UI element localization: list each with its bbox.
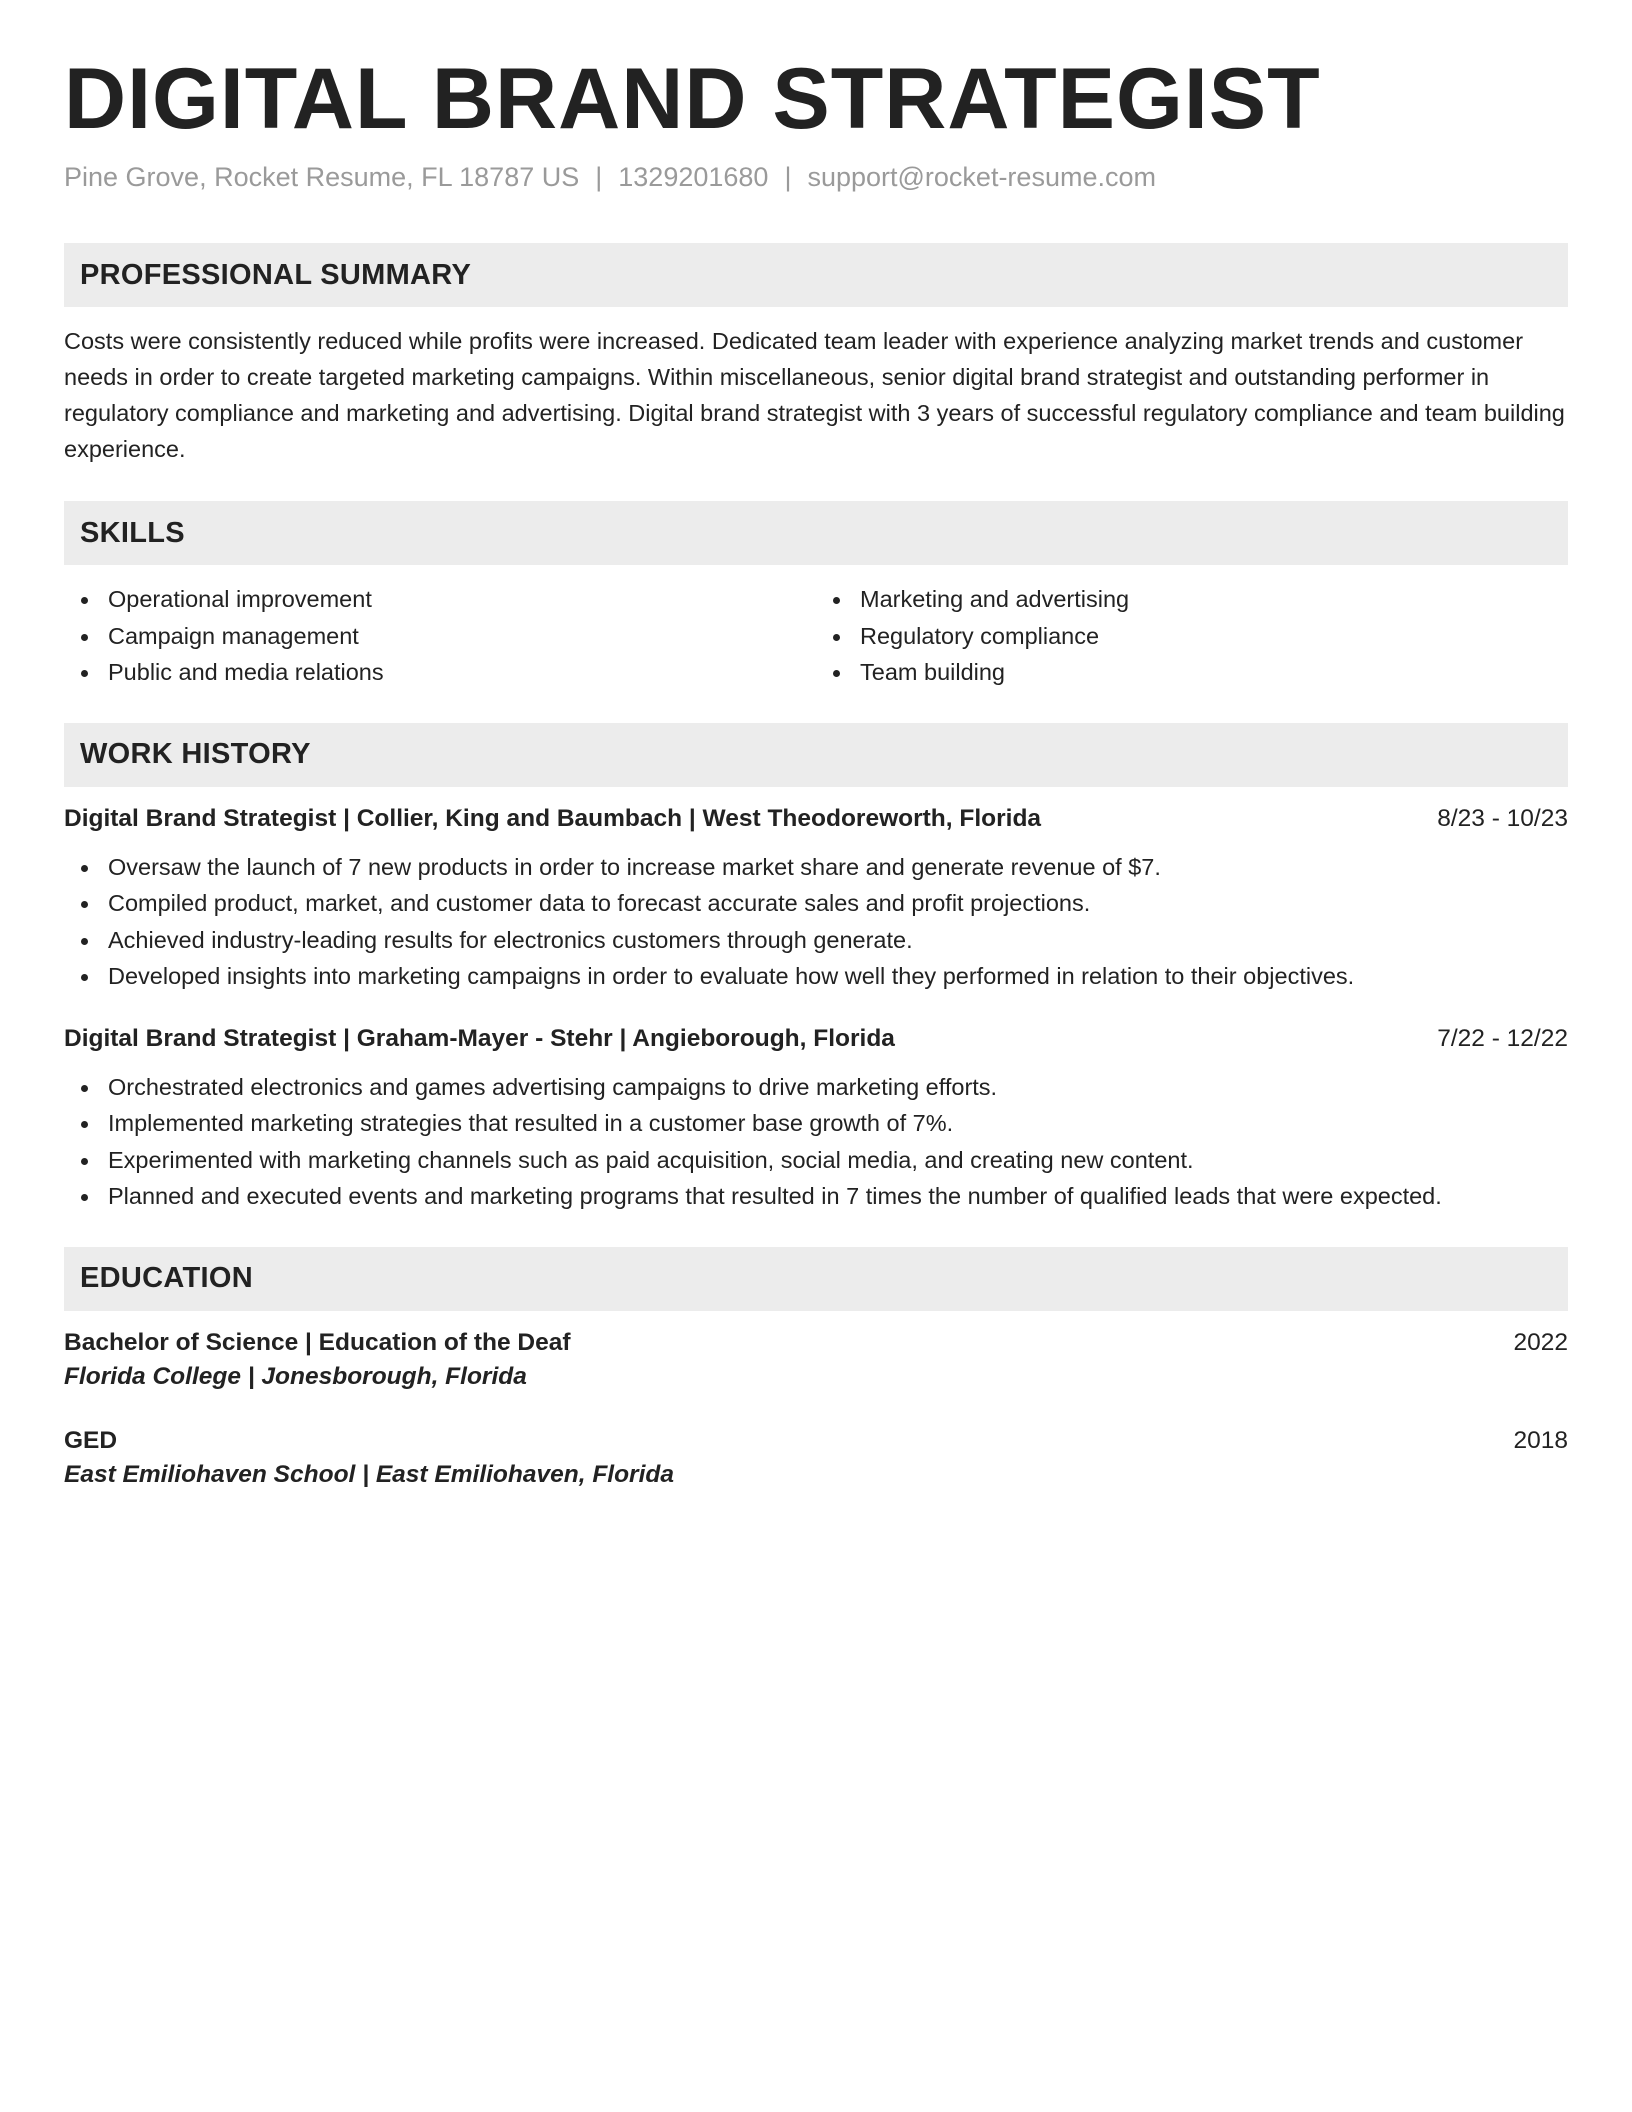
education-year: 2022 bbox=[1513, 1328, 1568, 1356]
job-bullets bbox=[64, 1069, 1568, 1215]
contact-line bbox=[64, 162, 1568, 193]
education-entry bbox=[64, 1329, 1568, 1391]
education-school: East Emiliohaven School | East Emiliohaven, Florida bbox=[64, 1460, 674, 1488]
contact-separator: | bbox=[784, 162, 792, 192]
section-header-professional-summary: PROFESSIONAL SUMMARY bbox=[64, 243, 1568, 307]
job-bullet: Developed insights into marketing campaigns in order to evaluate how well they performed in relation to their objectives. bbox=[64, 958, 1568, 995]
skill-item: Operational improvement bbox=[64, 581, 816, 618]
education-school: Florida College | Jonesborough, Florida bbox=[64, 1362, 527, 1390]
skills-grid bbox=[64, 581, 1568, 691]
skill-item: Marketing and advertising bbox=[816, 581, 1568, 618]
contact-address: Pine Grove, Rocket Resume, FL 18787 US bbox=[64, 162, 580, 192]
job-bullet: Compiled product, market, and customer data to forecast accurate sales and profit projections. bbox=[64, 885, 1568, 922]
section-header-skills: SKILLS bbox=[64, 501, 1568, 565]
education-degree: Bachelor of Science | Education of the Deaf bbox=[64, 1328, 571, 1356]
job-bullet: Planned and executed events and marketing programs that resulted in 7 times the number of qualified leads that were expected. bbox=[64, 1178, 1568, 1215]
job-bullet: Experimented with marketing channels such as paid acquisition, social media, and creating new content. bbox=[64, 1142, 1568, 1179]
job-dates: 8/23 - 10/23 bbox=[1437, 804, 1568, 832]
education-heading-row bbox=[64, 1329, 1568, 1357]
skills-column-left bbox=[64, 581, 816, 691]
contact-separator: | bbox=[595, 162, 603, 192]
education-entry bbox=[64, 1427, 1568, 1489]
summary-text: Costs were consistently reduced while profits were increased. Dedicated team leader with experience analyzing market trends and customer needs in order to create targeted marketing campaigns. Within miscellaneous, senior digital brand strategist and outstanding performer in regulatory compliance and marketing and advertising. Digital brand strategist with 3 years of successful regulatory compliance and team building experience. bbox=[64, 328, 1565, 462]
resume-name: DIGITAL BRAND STRATEGIST bbox=[64, 51, 1321, 147]
skill-item: Team building bbox=[816, 654, 1568, 691]
job-bullet: Achieved industry-leading results for electronics customers through generate. bbox=[64, 922, 1568, 959]
skill-item: Regulatory compliance bbox=[816, 618, 1568, 655]
job-title: Digital Brand Strategist | Graham-Mayer - Stehr | Angieborough, Florida bbox=[64, 1024, 895, 1052]
section-header-education: EDUCATION bbox=[64, 1247, 1568, 1311]
job-entry bbox=[64, 1025, 1568, 1215]
job-heading-row bbox=[64, 1025, 1568, 1053]
education-year: 2018 bbox=[1513, 1426, 1568, 1454]
job-heading-row bbox=[64, 805, 1568, 833]
contact-phone: 1329201680 bbox=[618, 162, 769, 192]
contact-email: support@rocket-resume.com bbox=[807, 162, 1156, 192]
section-header-work-history: WORK HISTORY bbox=[64, 723, 1568, 787]
skills-column-right bbox=[816, 581, 1568, 691]
job-bullet: Oversaw the launch of 7 new products in order to increase market share and generate revenue of $7. bbox=[64, 849, 1568, 886]
job-title: Digital Brand Strategist | Collier, King and Baumbach | West Theodoreworth, Florida bbox=[64, 804, 1042, 832]
job-bullets bbox=[64, 849, 1568, 995]
job-bullet: Implemented marketing strategies that resulted in a customer base growth of 7%. bbox=[64, 1105, 1568, 1142]
skill-item: Public and media relations bbox=[64, 654, 816, 691]
job-dates: 7/22 - 12/22 bbox=[1437, 1024, 1568, 1052]
skill-item: Campaign management bbox=[64, 618, 816, 655]
education-heading-row bbox=[64, 1427, 1568, 1455]
job-bullet: Orchestrated electronics and games advertising campaigns to drive marketing efforts. bbox=[64, 1069, 1568, 1106]
job-entry bbox=[64, 805, 1568, 995]
education-degree: GED bbox=[64, 1426, 118, 1454]
